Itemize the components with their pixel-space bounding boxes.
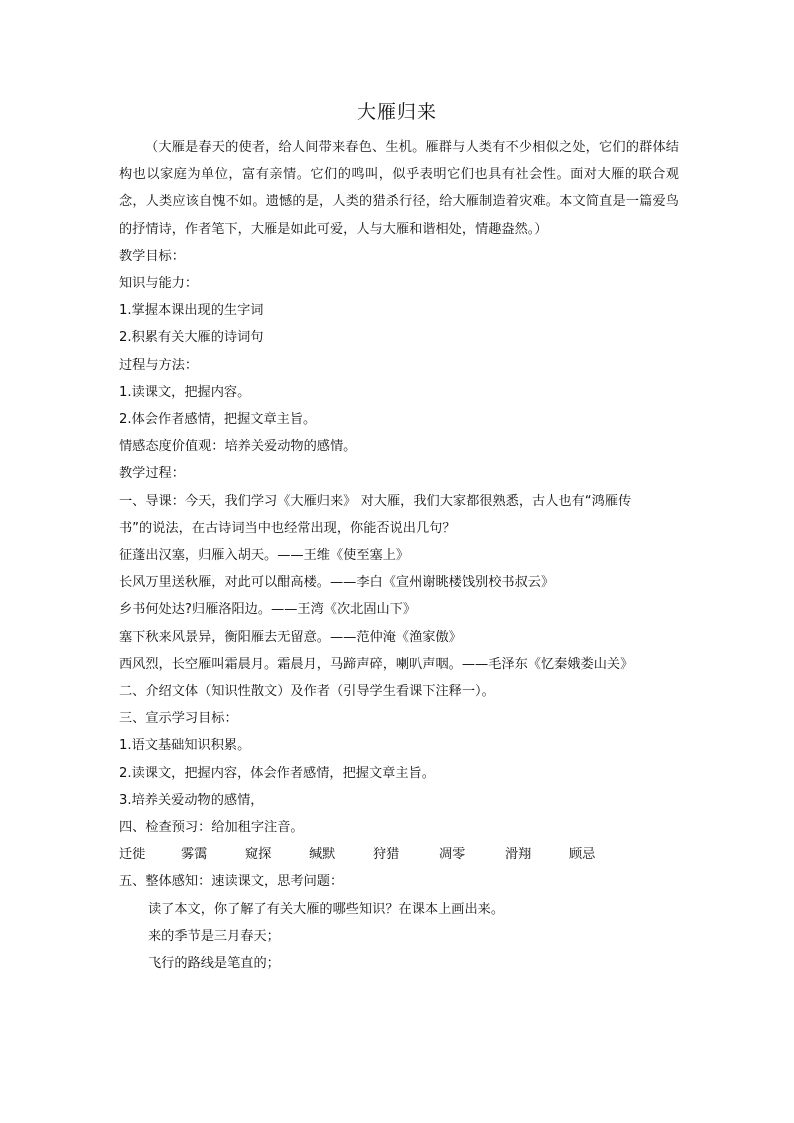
- process-heading: 过程与方法：: [119, 357, 199, 373]
- question-text: 读了本文，你了解了有关大雁的哪些知识？在课本上画出来。: [148, 901, 505, 917]
- step4-text: 四、检查预习：给加租字注音。: [119, 820, 304, 836]
- teaching-process-heading: 教学过程：: [119, 466, 185, 482]
- knowledge-item-1: 1.掌握本课出现的生字词: [119, 303, 264, 319]
- process-item-2: 2.体会作者感情，把握文章主旨。: [119, 412, 317, 428]
- step5-text: 五、整体感知：速读课文，思考问题：: [119, 874, 344, 890]
- knowledge-item-2: 2.积累有关大雁的诗词句: [119, 330, 264, 346]
- step3-text: 三、宣示学习目标：: [119, 711, 238, 727]
- intro-paragraph: （大雁是春天的使者，给人间带来春色、生机。雁群与人类有不少相似之处，它们的群体结构也以家庭为单位，富有亲情。它们的鸣叫，似乎表明它们也具有社会性。面对大雁的联合观念，人类应该自愧不如。遗憾的是，人类的猎杀行径，给大雁制造着灾难。本文简直是一篇爱鸟的抒情诗，作者笔下，大雁是如此可爱，人与大雁和谐相处，情趣盎然。）: [119, 140, 679, 237]
- document-body: [119, 134, 679, 977]
- poem-line-3: 乡书何处达?归雁洛阳边。——王湾《次北固山下》: [119, 602, 417, 618]
- answer-1: 来的季节是三月春天；: [148, 928, 280, 944]
- objective-1: 1.语文基础知识积累。: [119, 738, 251, 754]
- vocab-word: 滑翔: [505, 847, 532, 863]
- emotion-goal: 情感态度价值观：培养关爱动物的感情。: [119, 439, 357, 455]
- vocab-word: 窥探: [245, 847, 272, 863]
- poem-line-4: 塞下秋来风景异，衡阳雁去无留意。——范仲淹《渔家傲》: [119, 629, 462, 645]
- poem-line-5: 西风烈，长空雁叫霜晨月。霜晨月，马蹄声碎，喇叭声咽。——毛泽东《忆秦娥娄山关》: [119, 656, 634, 672]
- vocab-word: 迁徙: [119, 847, 146, 863]
- objective-3: 3.培养关爱动物的感情，: [119, 792, 264, 808]
- vocabulary-list: [119, 841, 679, 868]
- step2-text: 二、介绍文体（知识性散文）及作者（引导学生看课下注释一）。: [119, 684, 495, 700]
- poem-line-1: 征蓬出汉塞，归雁入胡天。——王维《使至塞上》: [119, 548, 410, 564]
- answer-2: 飞行的路线是笔直的；: [148, 956, 280, 972]
- objective-2: 2.读课文，把握内容，体会作者感情，把握文章主旨。: [119, 765, 435, 781]
- goals-heading: 教学目标：: [119, 248, 185, 264]
- step1-line1: 一、导课：今天，我们学习《大雁归来》 对大雁，我们大家都很熟悉，古人也有“鸿雁传: [119, 493, 632, 509]
- process-item-1: 1.读课文，把握内容。: [119, 384, 251, 400]
- vocab-word: 雾霭: [181, 847, 208, 863]
- vocab-word: 顾忌: [569, 847, 596, 863]
- document-title: 大雁归来: [356, 101, 437, 123]
- knowledge-heading: 知识与能力：: [119, 276, 199, 292]
- step1-line2: 书”的说法，在古诗词当中也经常出现，你能否说出几句？: [119, 520, 456, 536]
- vocab-word: 缄默: [309, 847, 336, 863]
- vocab-word: 凋零: [439, 847, 466, 863]
- vocab-word: 狩猎: [373, 847, 400, 863]
- poem-line-2: 长风万里送秋雁，对此可以酣高楼。——李白《宣州谢眺楼饯别校书叔云》: [119, 575, 555, 591]
